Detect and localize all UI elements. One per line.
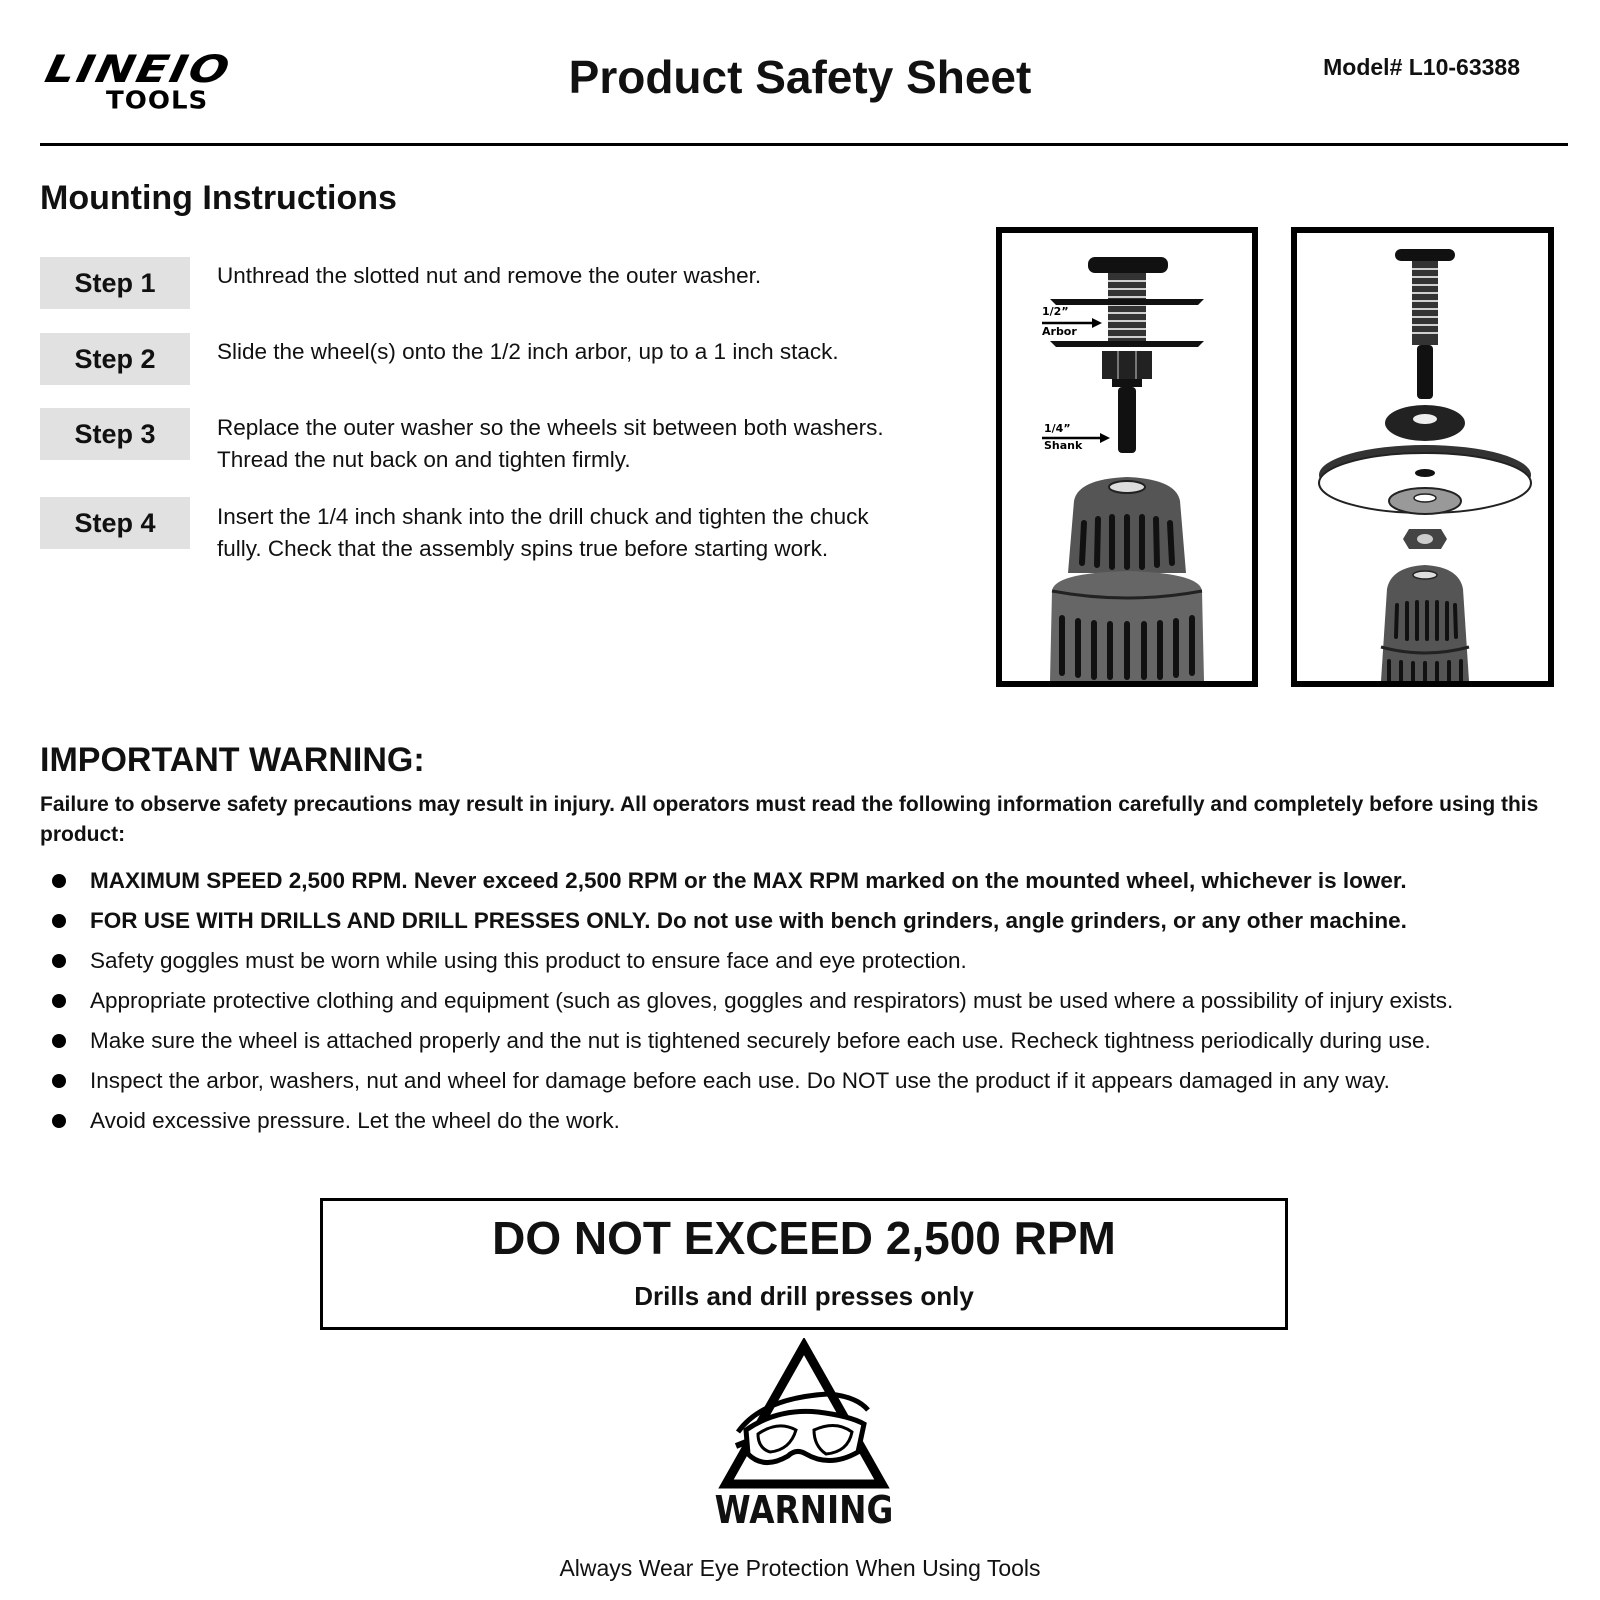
bullet-dot xyxy=(52,874,66,888)
warning-intro: Failure to observe safety precautions may result in injury. All operators must read the following information carefully and completely before using this product: xyxy=(40,793,1539,846)
exploded-assembly-diagram xyxy=(1291,227,1554,687)
step-1-badge: Step 1 xyxy=(40,257,190,309)
eye-protection-warning-icon xyxy=(718,1338,890,1490)
safety-bullet-list xyxy=(40,865,1570,1145)
bullet-dot xyxy=(52,1034,66,1048)
header-divider xyxy=(40,143,1568,146)
bullet-text: Make sure the wheel is attached properly and the nut is tightened securely before each use. Recheck tightness periodically during use. xyxy=(90,1028,1431,1053)
bullet-text: Appropriate protective clothing and equipment (such as gloves, goggles and respirators) must be used where a possibility of injury exists. xyxy=(90,988,1454,1013)
mounting-section-title: Mounting Instructions xyxy=(40,179,397,217)
step-4-badge: Step 4 xyxy=(40,497,190,549)
arbor-size-label: 1/2” xyxy=(1042,305,1069,318)
rpm-limit-subtext: Drills and drill presses only xyxy=(634,1281,974,1311)
rpm-limit-heading: DO NOT EXCEED 2,500 RPM xyxy=(492,1212,1116,1264)
arbor-label: Arbor xyxy=(1042,325,1077,338)
shank-size-label: 1/4” xyxy=(1044,422,1071,435)
step-3-badge: Step 3 xyxy=(40,408,190,460)
step-2-badge: Step 2 xyxy=(40,333,190,385)
bullet-text: Avoid excessive pressure. Let the wheel do the work. xyxy=(90,1108,620,1133)
step-3-text: Replace the outer washer so the wheels sit between both washers. Thread the nut back on and tighten firmly. xyxy=(217,415,884,472)
bullet-dot xyxy=(52,1114,66,1128)
bullet-text: FOR USE WITH DRILLS AND DRILL PRESSES ONLY. Do not use with bench grinders, angle grinders, or any other machine. xyxy=(90,908,1407,933)
eye-protection-caption: Always Wear Eye Protection When Using Tools xyxy=(559,1555,1041,1581)
shank-label: Shank xyxy=(1044,439,1083,452)
list-item xyxy=(40,1025,1570,1057)
list-item xyxy=(40,985,1570,1017)
list-item xyxy=(40,865,1570,897)
bullet-dot xyxy=(52,914,66,928)
arbor-diagram xyxy=(996,227,1258,687)
list-item xyxy=(40,905,1570,937)
exploded-assembly-illustration xyxy=(1297,233,1548,681)
rpm-limit-box xyxy=(320,1198,1288,1330)
step-1-text: Unthread the slotted nut and remove the outer washer. xyxy=(217,263,762,288)
step-2-text: Slide the wheel(s) onto the 1/2 inch arbor, up to a 1 inch stack. xyxy=(217,339,839,364)
arbor-diagram-illustration xyxy=(1002,233,1252,681)
bullet-dot xyxy=(52,954,66,968)
step-4-text: Insert the 1/4 inch shank into the drill chuck and tighten the chuck fully. Check that the assembly spins true before starting work. xyxy=(217,504,869,561)
list-item xyxy=(40,1105,1570,1137)
page-title: Product Safety Sheet xyxy=(568,51,1032,103)
warning-section-title: IMPORTANT WARNING: xyxy=(40,741,425,779)
warning-sign-label: WARNING xyxy=(714,1488,894,1532)
bullet-text: MAXIMUM SPEED 2,500 RPM. Never exceed 2,500 RPM or the MAX RPM marked on the mounted wheel, whichever is lower. xyxy=(90,868,1407,893)
logo-subtitle: TOOLS xyxy=(106,86,209,116)
model-number: Model# L10-63388 xyxy=(1323,54,1520,80)
bullet-dot xyxy=(52,1074,66,1088)
list-item xyxy=(40,945,1570,977)
logo-wordmark: LINEIO xyxy=(41,46,236,91)
bullet-text: Safety goggles must be worn while using this product to ensure face and eye protection. xyxy=(90,948,967,973)
bullet-dot xyxy=(52,994,66,1008)
bullet-text: Inspect the arbor, washers, nut and wheel for damage before each use. Do NOT use the product if it appears damaged in any way. xyxy=(90,1068,1390,1093)
list-item xyxy=(40,1065,1570,1097)
